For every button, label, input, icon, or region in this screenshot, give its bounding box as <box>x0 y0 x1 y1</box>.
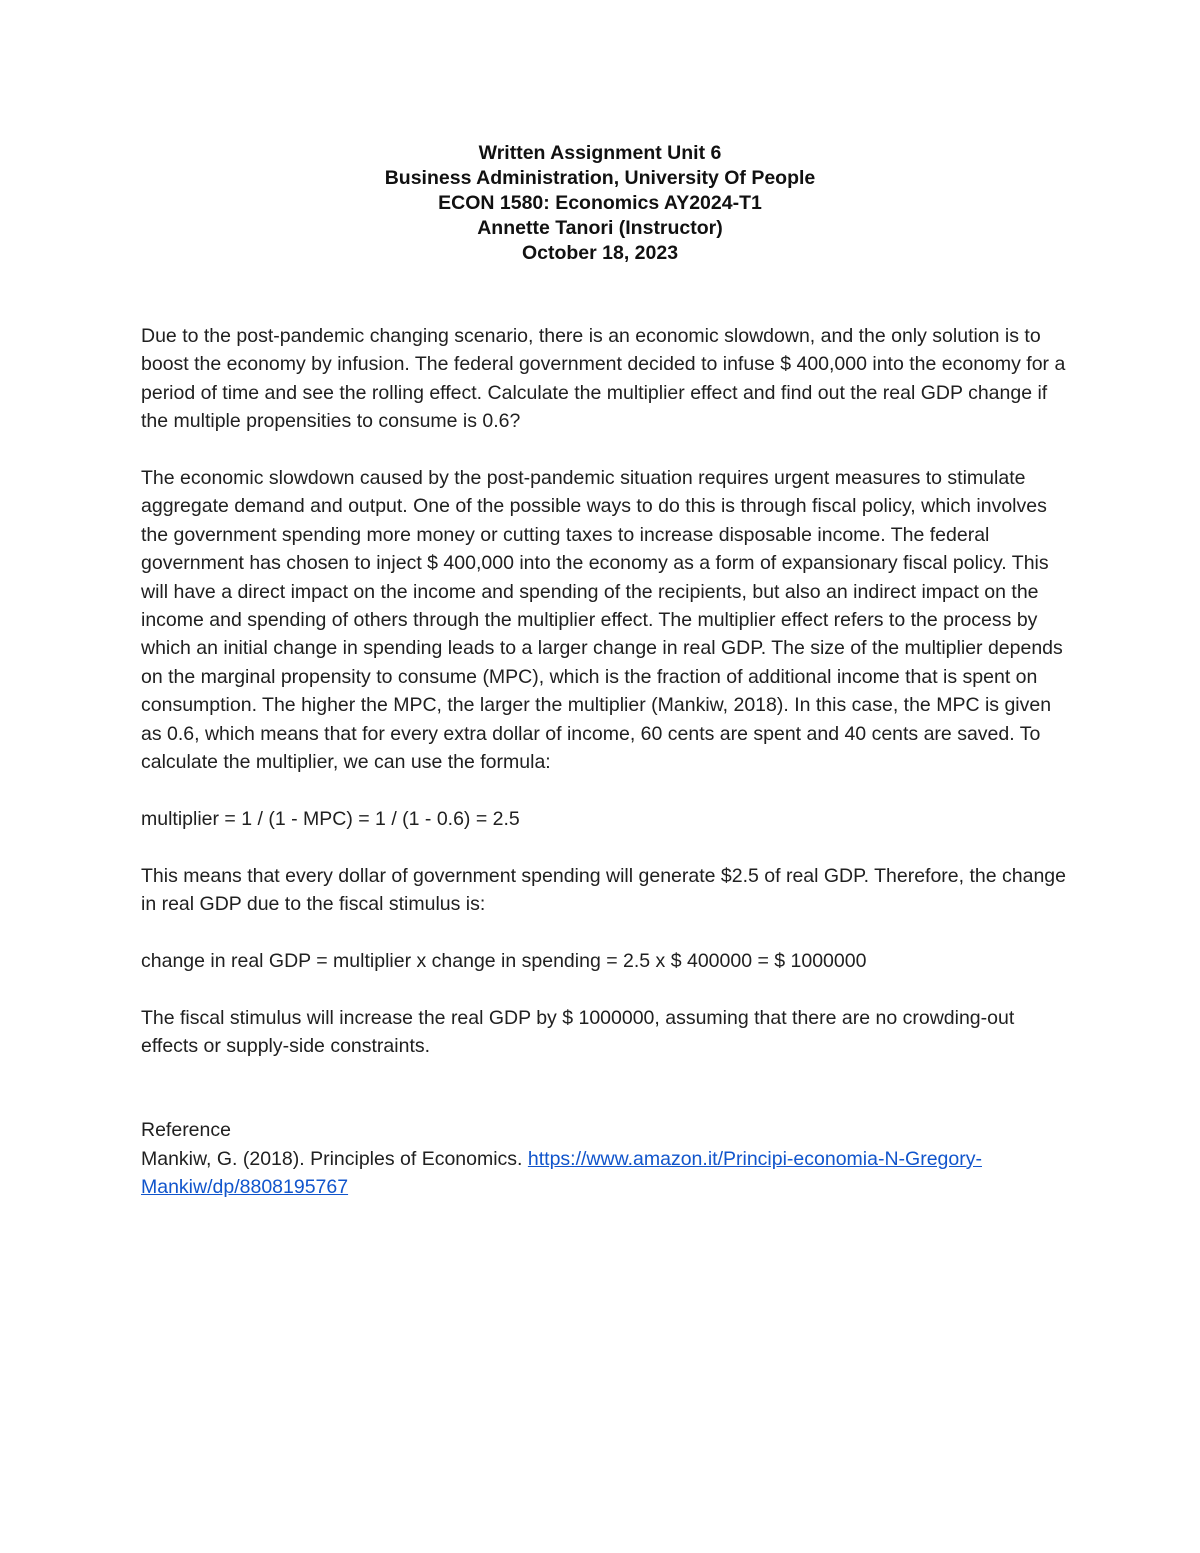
instructor-name: Annette Tanori (Instructor) <box>477 217 723 239</box>
program-name: Business Administration, University Of People <box>384 167 816 189</box>
reference-link[interactable]: https://www.amazon.it/Principi-economia-N-Gregory-Mankiw/dp/8808195767 <box>141 1147 982 1199</box>
explanation-paragraph: This means that every dollar of government spending will generate $2.5 of real GDP. Therefore, the change in real GDP due to the fiscal stimulus is: <box>141 864 1066 916</box>
document-header <box>0 141 1200 266</box>
gdp-change-formula: change in real GDP = multiplier x change in spending = 2.5 x $ 400000 = $ 1000000 <box>141 949 867 972</box>
answer-paragraph: The economic slowdown caused by the post-pandemic situation requires urgent measures to stimulate aggregate demand and output. One of the possible ways to do this is through fiscal policy, which involves the government spending more money or cutting taxes to increase disposable income. The federal government has chosen to inject $ 400,000 into the economy as a form of expansionary fiscal policy. This will have a direct impact on the income and spending of the recipients, but also an indirect impact on the income and spending of others through the multiplier effect. The multiplier effect refers to the process by which an initial change in spending leads to a larger change in real GDP. The size of the multiplier depends on the marginal propensity to consume (MPC), which is the fraction of additional income that is spent on consumption. The higher the MPC, the larger the multiplier (Mankiw, 2018). In this case, the MPC is given as 0.6, which means that for every extra dollar of income, 60 cents are spent and 40 cents are saved. To calculate the multiplier, we can use the formula: <box>141 467 1063 774</box>
course-name: ECON 1580: Economics AY2024-T1 <box>438 192 762 214</box>
multiplier-formula: multiplier = 1 / (1 - MPC) = 1 / (1 - 0.6) = 2.5 <box>141 807 520 830</box>
document-body <box>141 322 1066 1202</box>
reference-section <box>141 1116 1066 1201</box>
reference-citation: Mankiw, G. (2018). Principles of Economics. <box>141 1147 528 1170</box>
conclusion-paragraph: The fiscal stimulus will increase the real GDP by $ 1000000, assuming that there are no crowding-out effects or supply-side constraints. <box>141 1006 1015 1058</box>
assignment-title: Written Assignment Unit 6 <box>478 142 722 164</box>
reference-heading: Reference <box>141 1119 231 1142</box>
question-paragraph: Due to the post-pandemic changing scenario, there is an economic slowdown, and the only solution is to boost the economy by infusion. The federal government decided to infuse $ 400,000 into the economy for a period of time and see the rolling effect. Calculate the multiplier effect and find out the real GDP change if the multiple propensities to consume is 0.6? <box>141 325 1066 433</box>
document-date: October 18, 2023 <box>521 242 679 264</box>
